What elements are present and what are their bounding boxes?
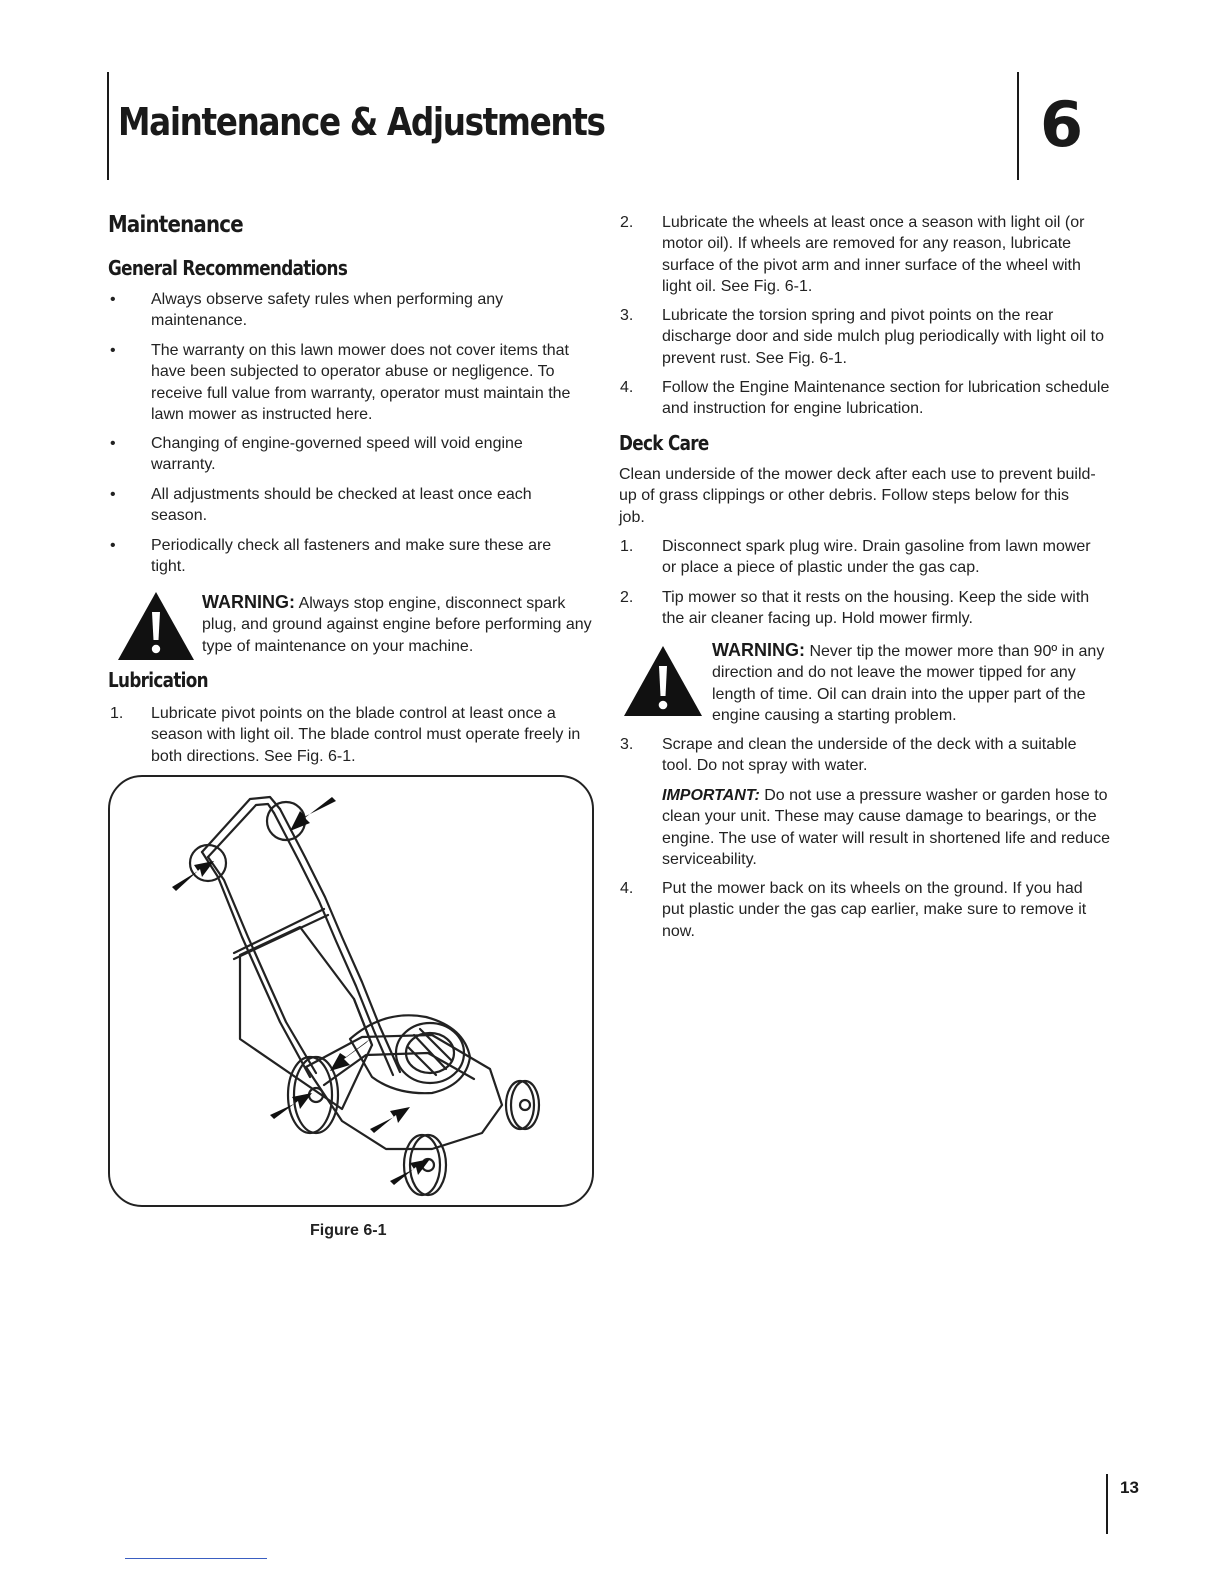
bullet: • xyxy=(110,435,116,452)
list-number: 4. xyxy=(620,379,634,396)
figure-frame xyxy=(108,775,594,1207)
list-item-text: Scrape and clean the underside of the deck with a suitable tool. Do not spray with water. xyxy=(662,736,1077,775)
list-number: 2. xyxy=(620,589,634,606)
footer-rule xyxy=(125,1558,267,1559)
list-item xyxy=(110,703,595,767)
deck-care-intro: Clean underside of the mower deck after each use to prevent build-up of grass clippings or other debris. Follow steps below for this job. xyxy=(619,466,1096,526)
bullet: • xyxy=(110,537,116,554)
section-title-maintenance: Maintenance xyxy=(108,212,243,238)
list-item-text: All adjustments should be checked at least once each season. xyxy=(151,486,532,525)
list-number: 3. xyxy=(620,736,634,753)
bullet: • xyxy=(110,486,116,503)
important-body: Do not use a pressure washer or garden hose to clean your unit. These may cause damage to bearings, or the engine. The use of water will result in shortened life and reduce serviceability. xyxy=(662,787,1110,868)
subsection-title-lubrication: Lubrication xyxy=(108,668,208,692)
list-item xyxy=(110,289,590,332)
list-item xyxy=(620,377,1110,420)
figure-caption: Figure 6-1 xyxy=(310,1222,387,1239)
warning-label: WARNING: xyxy=(202,592,295,612)
list-number: 3. xyxy=(620,307,634,324)
lawn-mower-illustration xyxy=(110,777,592,1205)
bullet: • xyxy=(110,291,116,308)
list-item-text: Lubricate pivot points on the blade control at least once a season with light oil. The blade control must operate freely in both directions. See Fig. 6-1. xyxy=(151,705,581,765)
warning-triangle-icon xyxy=(116,590,196,662)
list-number: 2. xyxy=(620,214,634,231)
warning-text xyxy=(202,592,597,657)
list-item-text: Disconnect spark plug wire. Drain gasoline from lawn mower or place a piece of plastic under the gas cap. xyxy=(662,538,1091,577)
list-number: 4. xyxy=(620,880,634,897)
list-item xyxy=(620,212,1110,297)
subsection-title-general: General Recommendations xyxy=(108,256,348,280)
warning-triangle-icon xyxy=(622,644,704,718)
list-item xyxy=(620,587,1100,630)
subsection-title-deck-care: Deck Care xyxy=(619,431,709,455)
list-item-text: Changing of engine-governed speed will void engine warranty. xyxy=(151,435,523,474)
warning-body: Always stop engine, disconnect spark plug, and ground against engine before performing any type of maintenance on your machine. xyxy=(202,595,592,655)
list-item-text: The warranty on this lawn mower does not cover items that have been subjected to operator abuse or negligence. To receive full value from warranty, operator must maintain the lawn mower as instructed here. xyxy=(151,342,571,423)
list-item xyxy=(620,878,1090,942)
list-item-text: Tip mower so that it rests on the housing. Keep the side with the air cleaner facing up. Hold mower firmly. xyxy=(662,589,1090,628)
warning-body: Never tip the mower more than 90º in any direction and do not leave the mower tipped for any length of time. Oil can drain into the upper part of the engine causing a starting problem. xyxy=(712,643,1105,724)
title-rule-left xyxy=(107,72,109,180)
page-number: 13 xyxy=(1120,1478,1139,1497)
list-item xyxy=(620,536,1100,579)
list-item-text: Always observe safety rules when performing any maintenance. xyxy=(151,291,504,330)
important-note xyxy=(662,785,1112,870)
list-item xyxy=(110,340,600,425)
list-item-text: Put the mower back on its wheels on the ground. If you had put plastic under the gas cap earlier, make sure to remove it now. xyxy=(662,880,1087,940)
list-item-text: Lubricate the wheels at least once a season with light oil (or motor oil). If wheels are removed for any reason, lubricate surface of the pivot arm and inner surface of the wheel with light oil. See Fig. 6-1. xyxy=(662,214,1085,295)
list-number: 1. xyxy=(620,538,634,555)
page-number-rule xyxy=(1106,1474,1108,1534)
list-item-text: Lubricate the torsion spring and pivot points on the rear discharge door and side mulch plug periodically with light oil to prevent rust. See Fig. 6-1. xyxy=(662,307,1105,367)
list-item xyxy=(110,433,570,476)
list-item xyxy=(620,734,1110,777)
warning-label: WARNING: xyxy=(712,640,805,660)
list-item xyxy=(110,535,580,578)
list-number: 1. xyxy=(110,705,124,722)
page-title: Maintenance & Adjustments xyxy=(118,100,605,144)
list-item xyxy=(620,305,1110,369)
title-rule-right xyxy=(1017,72,1019,180)
bullet: • xyxy=(110,342,116,359)
warning-text xyxy=(712,640,1112,726)
list-item-text: Follow the Engine Maintenance section for lubrication schedule and instruction for engine lubrication. xyxy=(662,379,1110,418)
important-label: IMPORTANT: xyxy=(662,787,760,804)
list-item-text: Periodically check all fasteners and make sure these are tight. xyxy=(151,537,552,576)
list-item xyxy=(110,484,570,527)
chapter-number: 6 xyxy=(1040,88,1084,161)
